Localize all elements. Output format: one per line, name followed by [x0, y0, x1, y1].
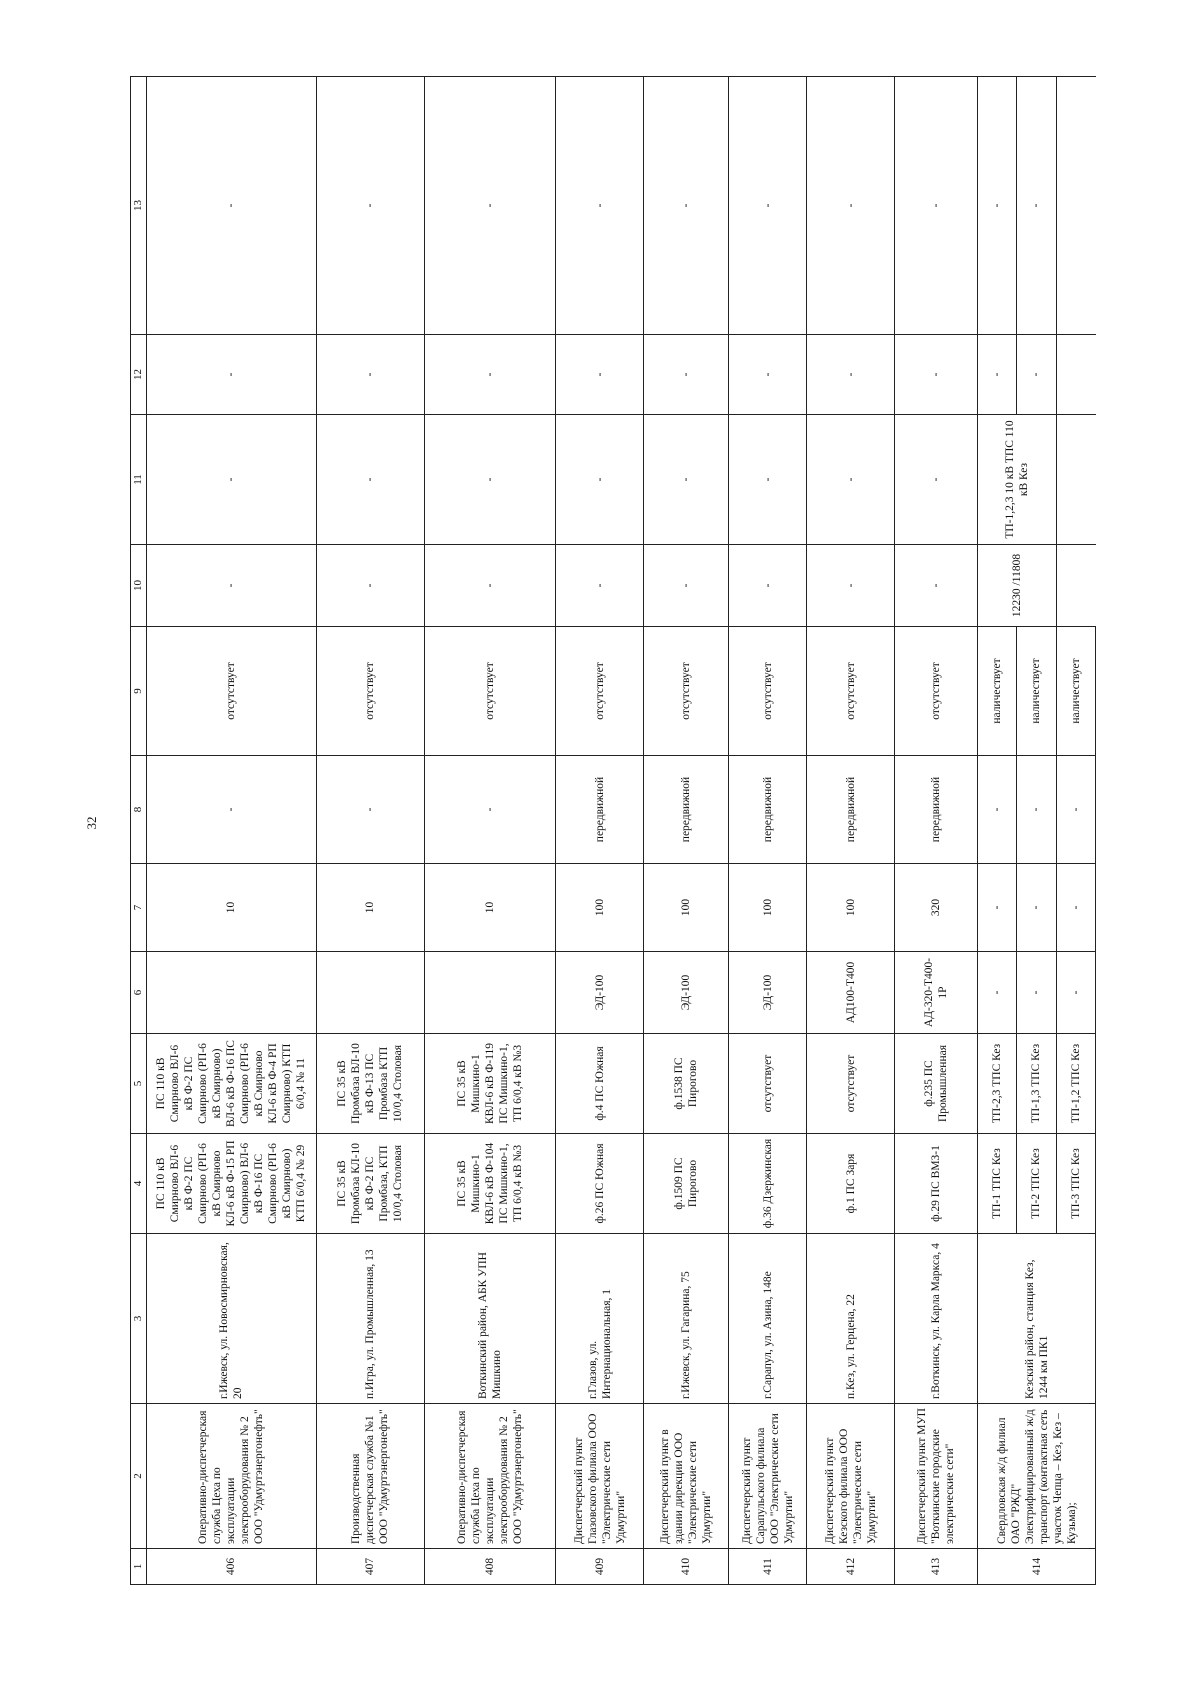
address-cell: п.Кез, ул. Герцена, 22: [807, 1234, 895, 1404]
address-cell: Кезский район, станция Кез, 1244 км ПК1: [978, 1234, 1096, 1404]
cell-5: ф.235 ПС Промышленная: [895, 1034, 978, 1134]
table-row: [728, 77, 807, 1585]
cell-4: ПС 110 кВ Смирново ВЛ-6 кВ Ф-2 ПС Смирново (РП-6 кВ Смирново КЛ-6 кВ Ф-15 РП Смирново) ВЛ-6 кВ Ф-16 ПС Смирново (РП-6 кВ Смирново) КТП 6/0,4 № 29: [146, 1134, 317, 1234]
cell-12: -: [1017, 335, 1056, 415]
cell-10: -: [146, 545, 317, 627]
cell-6: ЭД-100: [556, 952, 644, 1034]
cell-8: -: [146, 756, 317, 864]
cell-12: -: [643, 335, 728, 415]
col-num: 3: [131, 1234, 147, 1404]
cell-5: ТП-2,3 ТПС Кез: [978, 1034, 1017, 1134]
cell-8: передвижной: [643, 756, 728, 864]
col-num: 10: [131, 545, 147, 627]
table-row: [424, 77, 555, 1585]
cell-11: -: [556, 415, 644, 545]
cell-4: ф.1509 ПС Пирогово: [643, 1134, 728, 1234]
cell-13: -: [1017, 77, 1056, 335]
cell-8: передвижной: [807, 756, 895, 864]
page-number: 32: [84, 816, 99, 830]
address-cell: г.Воткинск, ул. Карла Маркса, 4: [895, 1234, 978, 1404]
cell-11: -: [424, 415, 555, 545]
col-num: 8: [131, 756, 147, 864]
cell-10: -: [424, 545, 555, 627]
cell-4: ТП-3 ТПС Кез: [1056, 1134, 1095, 1234]
cell-5: отсутствует: [728, 1034, 807, 1134]
cell-9: наличествует: [978, 627, 1017, 756]
cell-8: -: [1017, 756, 1056, 864]
cell-10: -: [807, 545, 895, 627]
address-cell: Воткинский район, АБК УПН Мишкино: [424, 1234, 555, 1404]
cell-10: -: [895, 545, 978, 627]
cell-9: отсутствует: [895, 627, 978, 756]
cell-9: отсутствует: [146, 627, 317, 756]
cell-7: 100: [556, 864, 644, 952]
col-num: 2: [131, 1404, 147, 1549]
cell-9: отсутствует: [424, 627, 555, 756]
cell-13: -: [317, 77, 425, 335]
cell-4: ПС 35 кВ Промбаза КЛ-10 кВ Ф-2 ПС Промбаза, КТП 10/0,4 Столовая: [317, 1134, 425, 1234]
blank-cell: [1056, 335, 1095, 415]
cell-5: ф.1538 ПС Пирогово: [643, 1034, 728, 1134]
cell-9: отсутствует: [728, 627, 807, 756]
col-num: 1: [131, 1549, 147, 1585]
cell-7: -: [1017, 864, 1056, 952]
cell-7: 320: [895, 864, 978, 952]
cell-6: -: [978, 952, 1017, 1034]
blank-cell: [1056, 415, 1095, 545]
cell-12: -: [807, 335, 895, 415]
cell-12: -: [146, 335, 317, 415]
cell-6: ЭД-100: [643, 952, 728, 1034]
table-row: [146, 77, 317, 1585]
cell-7: -: [1056, 864, 1095, 952]
cell-7: 100: [728, 864, 807, 952]
cell-4: ф.1 ПС Заря: [807, 1134, 895, 1234]
organization-cell: Производственная диспетчерская служба №1 ООО "Удмуртэнергонефть": [317, 1404, 425, 1549]
table-row: [643, 77, 728, 1585]
cell-9: отсутствует: [643, 627, 728, 756]
row-number: 407: [317, 1549, 425, 1585]
cell-4: ТП-1 ТПС Кез: [978, 1134, 1017, 1234]
col-num: 11: [131, 415, 147, 545]
organization-cell: Диспетчерский пункт Глазовского филиала ООО "Электрические сети Удмуртии": [556, 1404, 644, 1549]
organization-cell: Диспетчерский пункт в здании дирекции ООО "Электрические сети Удмуртии": [643, 1404, 728, 1549]
address-cell: г.Глазов, ул. Интернациональная, 1: [556, 1234, 644, 1404]
cell-9: отсутствует: [556, 627, 644, 756]
cell-10: -: [317, 545, 425, 627]
cell-13: -: [424, 77, 555, 335]
cell-5: отсутствует: [807, 1034, 895, 1134]
cell-11: -: [146, 415, 317, 545]
col-num: 9: [131, 627, 147, 756]
cell-8: передвижной: [556, 756, 644, 864]
col-num: 6: [131, 952, 147, 1034]
row-number: 412: [807, 1549, 895, 1585]
cell-11: -: [643, 415, 728, 545]
cell-12: -: [424, 335, 555, 415]
cell-9: наличествует: [1017, 627, 1056, 756]
address-cell: п.Игра, ул. Промышленная, 13: [317, 1234, 425, 1404]
cell-5: ПС 35 кВ Мишкино-1 КВЛ-6 кВ Ф-119 ПС Мишкино-1, ТП 6/0,4 кВ №3: [424, 1034, 555, 1134]
cell-7: 10: [146, 864, 317, 952]
address-cell: г.Сарапул, ул. Азина, 148е: [728, 1234, 807, 1404]
cell-5: ТП-1,2 ТПС Кез: [1056, 1034, 1095, 1134]
column-number-row: [131, 77, 147, 1585]
cell-12: -: [978, 335, 1017, 415]
cell-5: ф.4 ПС Южная: [556, 1034, 644, 1134]
cell-6: [146, 952, 317, 1034]
row-number: 409: [556, 1549, 644, 1585]
cell-8: -: [1056, 756, 1095, 864]
cell-11: ТП-1,2,3 10 кВ ТПС 110 кВ Кез: [978, 415, 1057, 545]
cell-9: отсутствует: [807, 627, 895, 756]
col-num: 13: [131, 77, 147, 335]
cell-4: ф.29 ПС ВМЗ-1: [895, 1134, 978, 1234]
cell-11: -: [317, 415, 425, 545]
address-cell: г.Ижевск, ул. Гагарина, 75: [643, 1234, 728, 1404]
row-number: 408: [424, 1549, 555, 1585]
organization-cell: Диспетчерский пункт Сарапульского филиала ООО "Электрические сети Удмуртии": [728, 1404, 807, 1549]
cell-6: [317, 952, 425, 1034]
cell-8: -: [978, 756, 1017, 864]
cell-13: -: [146, 77, 317, 335]
cell-8: -: [317, 756, 425, 864]
data-table: [130, 76, 1096, 1585]
cell-6: [424, 952, 555, 1034]
cell-12: -: [895, 335, 978, 415]
cell-12: -: [317, 335, 425, 415]
blank-cell: [1056, 545, 1095, 627]
cell-8: -: [424, 756, 555, 864]
organization-cell: Оперативно-диспетчерская служба Цеха по эксплуатации электрооборудования № 2 ООО "Удмуртэнергонефть": [146, 1404, 317, 1549]
table-row: [317, 77, 425, 1585]
organization-cell: Оперативно-диспетчерская служба Цеха по эксплуатации электрооборудования № 2 ООО "Удмуртэнергонефть": [424, 1404, 555, 1549]
row-number: 410: [643, 1549, 728, 1585]
cell-13: -: [978, 77, 1017, 335]
cell-11: -: [807, 415, 895, 545]
table-row: [807, 77, 895, 1585]
organization-cell: Диспетчерский пункт Кезского филиала ООО "Электрические сети Удмуртии": [807, 1404, 895, 1549]
row-number: 406: [146, 1549, 317, 1585]
rotated-table-container: [130, 77, 1096, 1585]
cell-10: -: [556, 545, 644, 627]
col-num: 4: [131, 1134, 147, 1234]
cell-7: 10: [424, 864, 555, 952]
cell-6: АД-320-Т400-1Р: [895, 952, 978, 1034]
cell-6: АД100-Т400: [807, 952, 895, 1034]
row-number: 413: [895, 1549, 978, 1585]
cell-13: -: [895, 77, 978, 335]
table-row: [895, 77, 978, 1585]
organization-cell: Диспетчерский пункт МУП "Воткинские городские электрические сети": [895, 1404, 978, 1549]
cell-10: -: [728, 545, 807, 627]
col-num: 5: [131, 1034, 147, 1134]
cell-13: -: [807, 77, 895, 335]
cell-5: ТП-1,3 ТПС Кез: [1017, 1034, 1056, 1134]
table-row: [556, 77, 644, 1585]
cell-6: -: [1056, 952, 1095, 1034]
row-number: 414: [978, 1549, 1096, 1585]
cell-7: -: [978, 864, 1017, 952]
cell-8: передвижной: [895, 756, 978, 864]
cell-13: -: [728, 77, 807, 335]
cell-7: 100: [643, 864, 728, 952]
organization-cell: Свердловская ж/д филиал ОАО "РЖД" Электрифицированный ж/д транспорт (контактная сеть участок Чепца – Кез, Кез – Кузьма);: [978, 1404, 1096, 1549]
row-number: 411: [728, 1549, 807, 1585]
col-num: 12: [131, 335, 147, 415]
cell-4: ПС 35 кВ Мишкино-1 КВЛ-6 кВ Ф-104 ПС Мишкино-1, ТП 6/0,4 кВ №3: [424, 1134, 555, 1234]
cell-10: -: [643, 545, 728, 627]
cell-6: ЭД-100: [728, 952, 807, 1034]
cell-12: -: [728, 335, 807, 415]
cell-10: 12230 /11808: [978, 545, 1057, 627]
cell-11: -: [895, 415, 978, 545]
address-cell: г.Ижевск, ул. Новосмирновская, 20: [146, 1234, 317, 1404]
cell-5: ПС 110 кВ Смирново ВЛ-6 кВ Ф-2 ПС Смирново (РП-6 кВ Смирново) ВЛ-6 кВ Ф-16 ПС Смирново (РП-6 кВ Смирново КЛ-6 кВ Ф-4 РП Смирново) КТП 6/0,4 № 11: [146, 1034, 317, 1134]
cell-9: отсутствует: [317, 627, 425, 756]
cell-7: 10: [317, 864, 425, 952]
table-row: [978, 77, 1017, 1585]
cell-7: 100: [807, 864, 895, 952]
cell-12: -: [556, 335, 644, 415]
cell-11: -: [728, 415, 807, 545]
cell-6: -: [1017, 952, 1056, 1034]
cell-9: наличествует: [1056, 627, 1095, 756]
cell-4: ф.36 Дзержинская: [728, 1134, 807, 1234]
cell-4: ТП-2 ТПС Кез: [1017, 1134, 1056, 1234]
blank-cell: [1056, 77, 1095, 335]
cell-13: -: [556, 77, 644, 335]
col-num: 7: [131, 864, 147, 952]
cell-4: ф.26 ПС Южная: [556, 1134, 644, 1234]
cell-5: ПС 35 кВ Промбаза ВЛ-10 кВ Ф-13 ПС Промбаза КТП 10/0,4 Столовая: [317, 1034, 425, 1134]
cell-13: -: [643, 77, 728, 335]
cell-8: передвижной: [728, 756, 807, 864]
